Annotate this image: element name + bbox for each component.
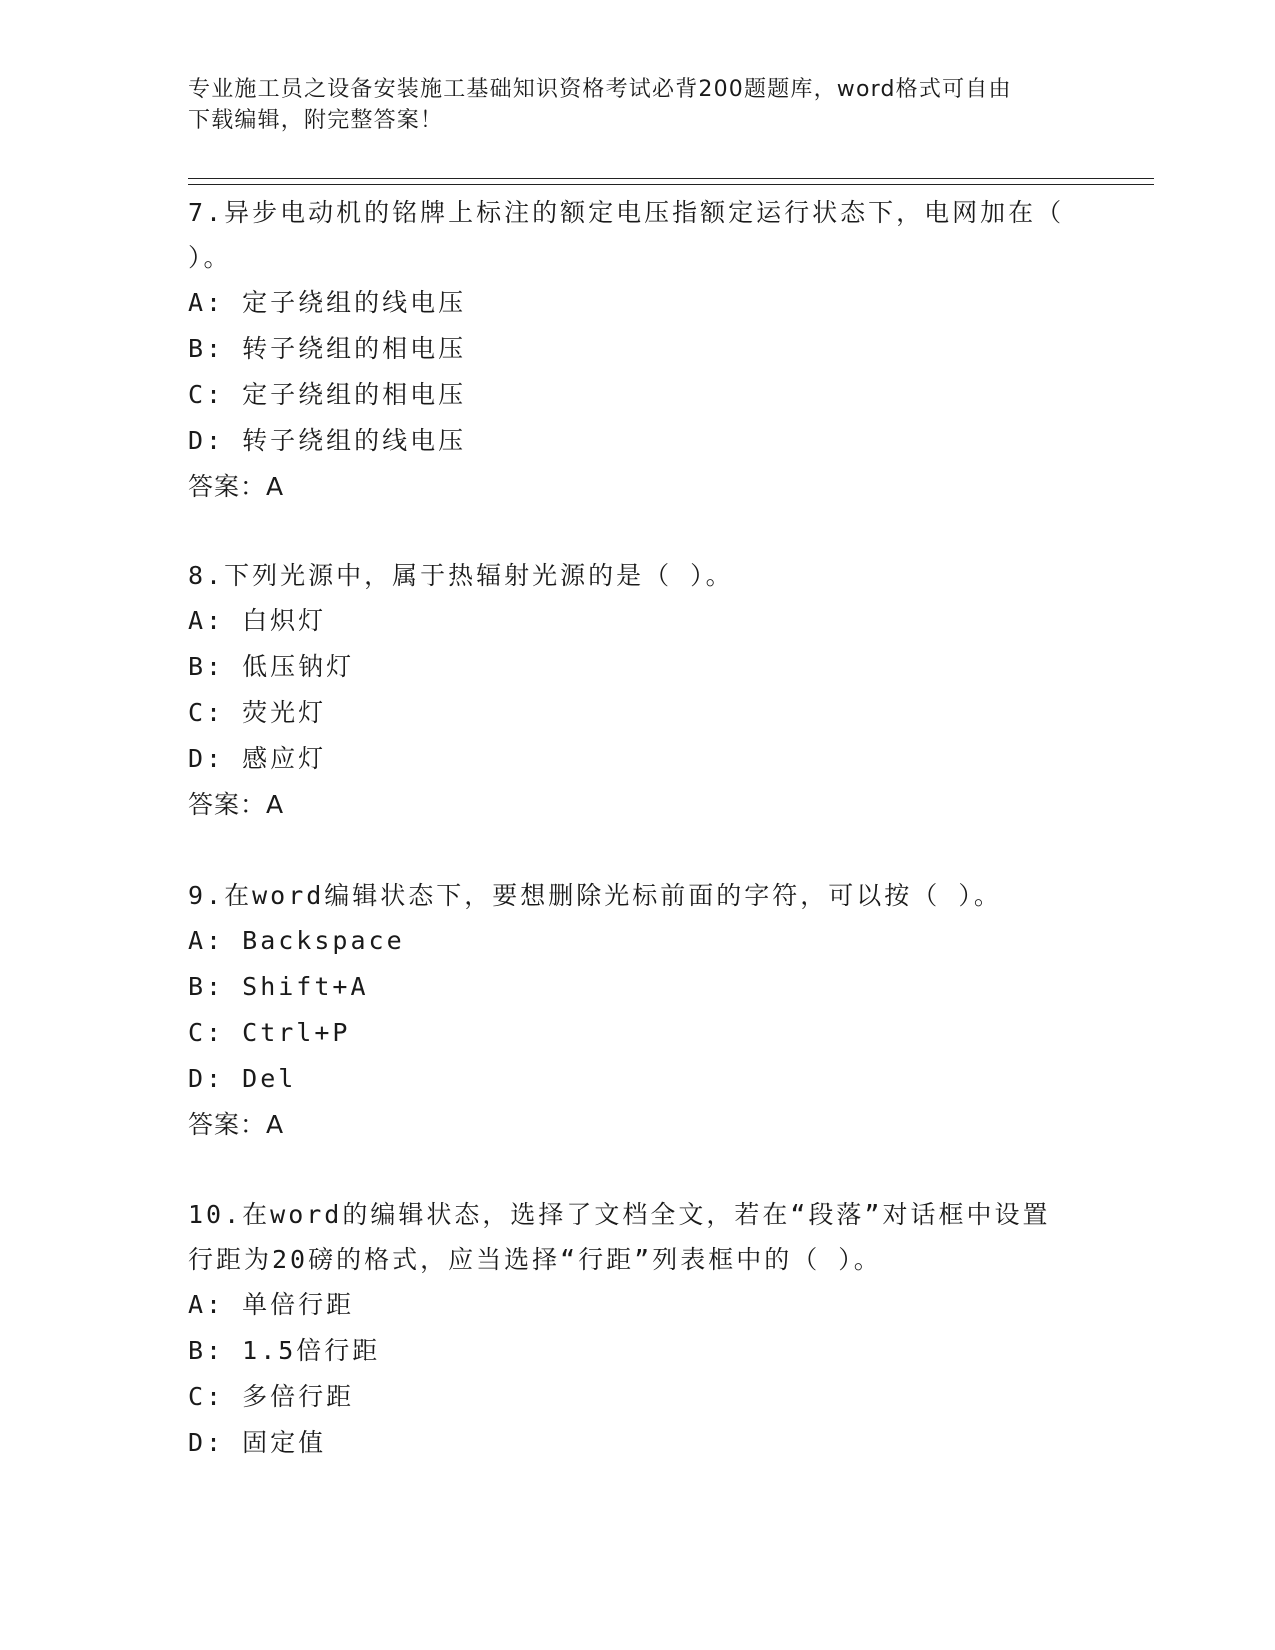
answer-line: 答案：A [188,1110,285,1139]
option-a: A: 定子绕组的线电压 [188,288,467,317]
question-10 [188,1192,1068,1466]
option-b: B: 低压钠灯 [188,652,355,681]
question-stem: 7.异步电动机的铭牌上标注的额定电压指额定运行状态下，电网加在（ ）。 [188,198,1083,272]
question-8 [188,553,1068,828]
document-header [188,74,1088,136]
option-b: B: Shift+A [188,972,369,1001]
option-b: B: 转子绕组的相电压 [188,334,467,363]
option-a: A: 单倍行距 [188,1290,355,1319]
option-c: C: 定子绕组的相电压 [188,380,467,409]
option-b: B: 1.5倍行距 [188,1336,381,1365]
option-c: C: 荧光灯 [188,698,327,727]
option-d: D: 固定值 [188,1428,327,1457]
option-a: A: 白炽灯 [188,606,327,635]
answer-line: 答案：A [188,472,285,501]
answer-line: 答案：A [188,790,285,819]
question-stem: 8.下列光源中，属于热辐射光源的是（ ）。 [188,561,734,590]
question-stem: 10.在word的编辑状态，选择了文档全文，若在“段落”对话框中设置行距为20磅的格式，应当选择“行距”列表框中的（ ）。 [188,1200,1051,1274]
header-divider-bottom [188,184,1154,185]
option-c: C: Ctrl+P [188,1018,351,1047]
question-9 [188,873,1068,1148]
header-title-line-2: 下载编辑，附完整答案！ [188,108,444,133]
option-c: C: 多倍行距 [188,1382,355,1411]
header-title-line-1: 专业施工员之设备安装施工基础知识资格考试必背200题题库，word格式可自由 [188,77,1012,102]
question-7 [188,190,1083,510]
option-d: D: 转子绕组的线电压 [188,426,467,455]
header-divider-top [188,178,1154,179]
option-a: A: Backspace [188,926,405,955]
option-d: D: Del [188,1064,297,1093]
option-d: D: 感应灯 [188,744,327,773]
question-stem: 9.在word编辑状态下，要想删除光标前面的字符，可以按（ ）。 [188,881,1002,910]
